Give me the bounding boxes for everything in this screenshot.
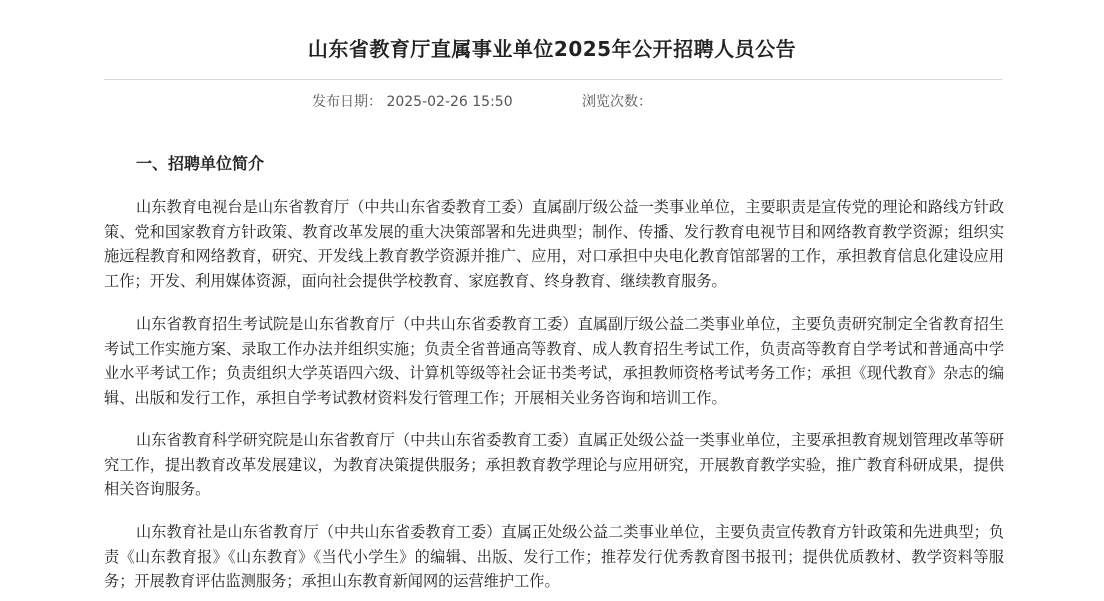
publish-date-label: 发布日期： <box>312 94 382 110</box>
paragraph-education-tv: 山东教育电视台是山东省教育厅（中共山东省委教育工委）直属副厅级公益一类事业单位，主要职责是宣传党的理论和路线方针政策、党和国家教育方针政策、教育改革发展的重大决策部署和先进典型；制作、传播、发行教育电视节目和网络教育教学资源；组织实施远程教育和网络教育，研究、开发线上教育教学资源并推广、应用，对口承担中央电化教育馆部署的工作，承担教育信息化建设应用工作；开发、利用媒体资源，面向社会提供学校教育、家庭教育、终身教育、继续教育服务。 <box>104 198 1004 290</box>
title-divider <box>104 79 1002 80</box>
publish-date-value: 2025-02-26 15:50 <box>386 94 513 110</box>
section-heading: 一、招聘单位简介 <box>136 154 265 173</box>
paragraph-education-press: 山东教育社是山东省教育厅（中共山东省委教育工委）直属正处级公益二类事业单位，主要负责宣传教育方针政策和先进典型；负责《山东教育报》《山东教育》《当代小学生》的编辑、出版、发行工作；推荐发行优秀教育图书报刊；提供优质教材、教学资料等服务；开展教育评估监测服务；承担山东教育新闻网的运营维护工作。 <box>104 523 1004 591</box>
view-count-meta <box>582 92 652 112</box>
paragraph-education-science-institute: 山东省教育科学研究院是山东省教育厅（中共山东省委教育工委）直属正处级公益一类事业单位，主要承担教育规划管理改革等研究工作，提出教育改革发展建议，为教育决策提供服务；承担教育教学理论与应用研究，开展教育教学实验，推广教育科研成果，提供相关咨询服务。 <box>104 431 1004 499</box>
page-title: 山东省教育厅直属事业单位2025年公开招聘人员公告 <box>307 37 797 61</box>
view-count-label: 浏览次数： <box>582 94 652 110</box>
publish-date-meta <box>312 92 513 112</box>
paragraph-admissions-exam-institute: 山东省教育招生考试院是山东省教育厅（中共山东省委教育工委）直属副厅级公益二类事业单位，主要负责研究制定全省教育招生考试工作实施方案、录取工作办法并组织实施；负责全省普通高等教育、成人教育招生考试工作，负责高等教育自学考试和普通高中学业水平考试工作；负责组织大学英语四六级、计算机等级等社会证书类考试，承担教师资格考试考务工作；承担《现代教育》杂志的编辑、出版和发行工作，承担自学考试教材资料发行管理工作；开展相关业务咨询和培训工作。 <box>104 315 1004 407</box>
